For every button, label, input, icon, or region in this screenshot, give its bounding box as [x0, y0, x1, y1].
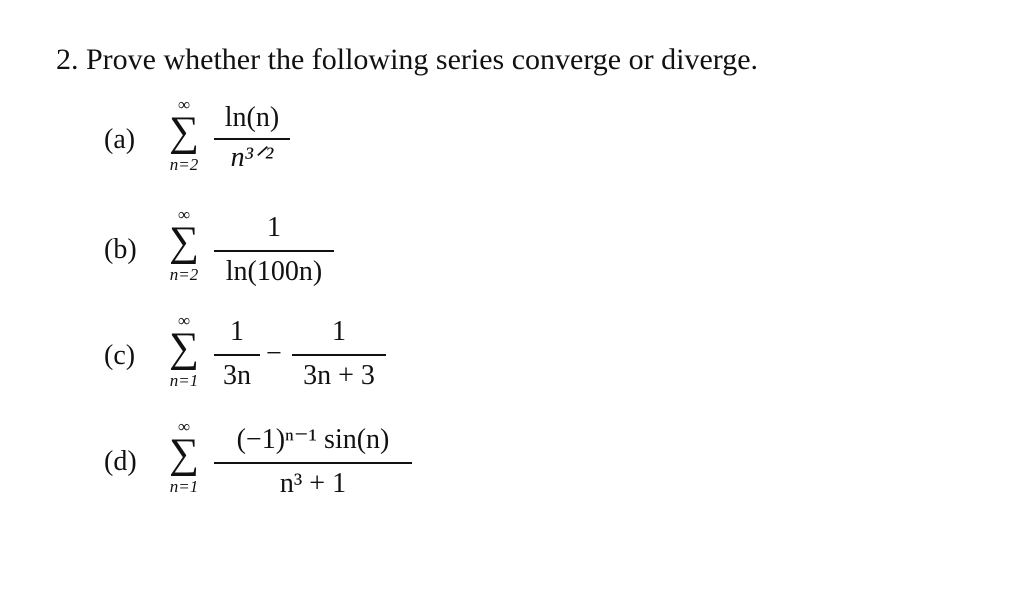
sum-lower-limit: n=1 [169, 477, 199, 496]
sigma-symbol: ∑ [169, 219, 199, 265]
numerator: 1 [230, 316, 244, 347]
problem-heading: 2. Prove whether the following series converge or diverge. [56, 43, 759, 76]
summation [152, 312, 216, 396]
fraction-term-1 [214, 316, 260, 391]
fraction-term-2 [292, 316, 386, 391]
part-label: (b) [104, 234, 137, 265]
fraction-bar [214, 250, 334, 252]
sum-lower-limit: n=2 [169, 155, 199, 174]
numerator: 1 [267, 212, 281, 243]
fraction-bar [214, 462, 412, 464]
numerator: (−1)ⁿ⁻¹ sin(n) [236, 424, 390, 455]
fraction [214, 212, 334, 287]
part-label: (c) [104, 340, 136, 371]
part-label: (d) [104, 446, 137, 477]
denominator: 3n + 3 [303, 360, 375, 391]
minus-operator: − [266, 338, 282, 369]
summation [152, 206, 216, 290]
numerator: ln(n) [224, 102, 280, 133]
sum-lower-limit: n=2 [169, 265, 199, 284]
sum-upper-limit: ∞ [177, 311, 191, 330]
sigma-symbol: ∑ [169, 109, 199, 155]
summation [152, 418, 216, 502]
fraction [214, 424, 412, 499]
sum-lower-limit: n=1 [169, 371, 199, 390]
sum-upper-limit: ∞ [177, 205, 191, 224]
numerator: 1 [332, 316, 346, 347]
denominator: n³ + 1 [279, 468, 347, 499]
summation [152, 96, 216, 180]
denominator: 3n [223, 360, 251, 391]
denominator: ln(100n) [225, 256, 323, 287]
sigma-symbol: ∑ [169, 325, 199, 371]
part-b [0, 206, 1034, 316]
sum-upper-limit: ∞ [177, 417, 191, 436]
part-c [0, 311, 1034, 426]
part-a [0, 96, 1034, 206]
fraction-bar [214, 138, 290, 140]
part-d [0, 417, 1034, 530]
fraction [214, 102, 290, 174]
sigma-symbol: ∑ [169, 431, 199, 477]
sum-upper-limit: ∞ [177, 95, 191, 114]
fraction-bar [292, 354, 386, 356]
fraction-bar [214, 354, 260, 356]
denominator: n³ᐟ² [230, 142, 274, 173]
part-label: (a) [104, 124, 136, 155]
